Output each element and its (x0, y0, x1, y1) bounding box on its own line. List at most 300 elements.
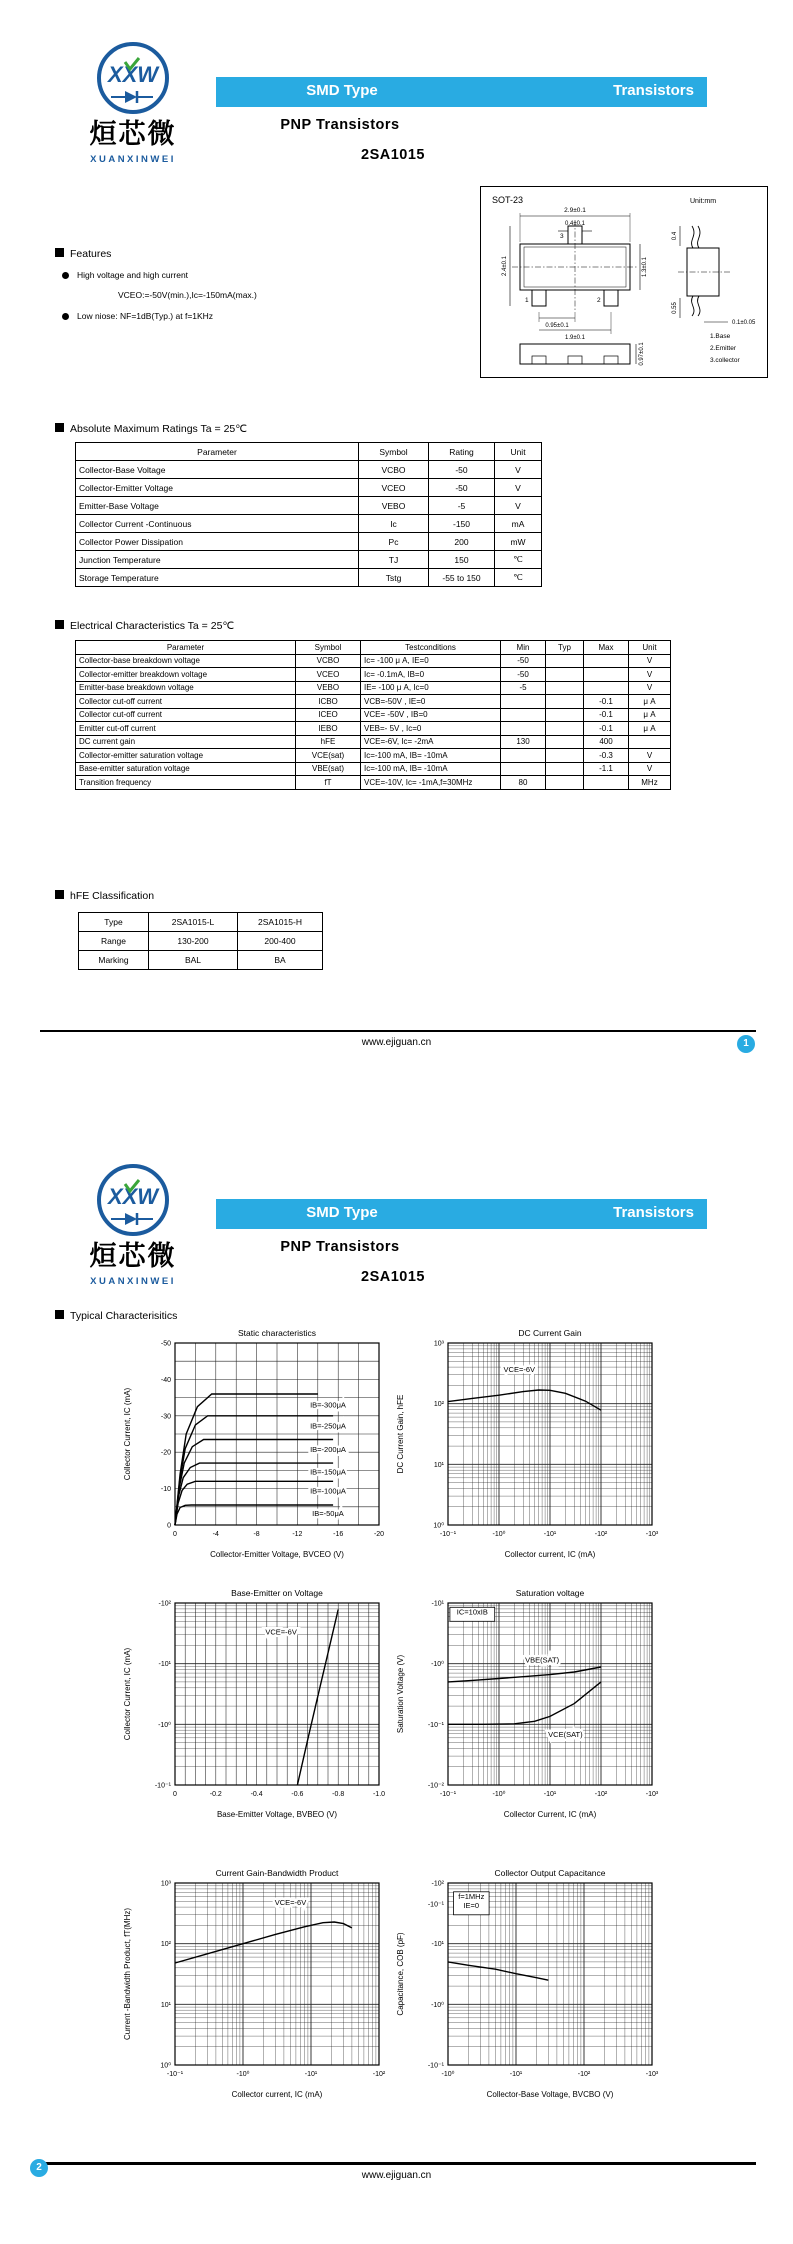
table-row (76, 479, 542, 497)
table-cell: Ic (359, 515, 429, 533)
chart-dc-current-gain (390, 1325, 690, 1565)
series-label: IB=-150μA (310, 1467, 346, 1477)
x-tick-label: 0 (173, 1791, 177, 1798)
table-cell: fT (296, 776, 361, 790)
chart-ylabel: Collector Current, IC (mA) (123, 1647, 132, 1741)
x-tick-label: -10¹ (509, 2071, 523, 2078)
y-tick-label: -10⁰ (158, 1721, 171, 1729)
table-row (76, 722, 671, 736)
chart-collector-output-capacitance (390, 1865, 690, 2105)
table-cell: V (629, 681, 671, 695)
elec-heading: Electrical Characteristics Ta = 25℃ (55, 620, 234, 632)
table-row (76, 695, 671, 709)
chart-curve (448, 1682, 601, 1724)
company-logo (75, 1162, 195, 1294)
logo-chinese-name: 烜芯微 (89, 1241, 177, 1271)
y-tick-label: -10⁻¹ (427, 2062, 444, 2070)
chart-svg (390, 1585, 690, 1825)
package-side-view (678, 226, 730, 322)
table-cell (546, 722, 584, 736)
y-tick-label: -10⁻² (427, 1782, 444, 1790)
footer-url: www.ejiguan.cn (361, 2170, 432, 2181)
table-row (76, 762, 671, 776)
series-label: IB=-250μA (310, 1421, 346, 1431)
table-cell: Pc (359, 533, 429, 551)
table-cell: μ A (629, 708, 671, 722)
doc-subtitle: PNP Transistors (280, 1239, 400, 1255)
x-tick-label: -10⁻¹ (439, 1791, 457, 1798)
table-cell (546, 681, 584, 695)
chart-annotation: VCE=-6V (274, 1898, 307, 1908)
series-label: VCE(SAT) (548, 1730, 583, 1739)
table-cell: VCE= -50V , IB=0 (361, 708, 501, 722)
table-cell (546, 708, 584, 722)
chart-annotation: IC=10xIB (456, 1607, 488, 1617)
chart-current-gain-bandwidth (117, 1865, 417, 2105)
table-cell: VEBO (296, 681, 361, 695)
table-cell: VCB=-50V , IE=0 (361, 695, 501, 709)
typical-heading: Typical Characterisitics (55, 1310, 177, 1322)
table-cell: ICEO (296, 708, 361, 722)
dim-label: 0.4±0.1 (565, 221, 585, 227)
logo-monogram: XXW (107, 62, 159, 87)
series-label: IB=-100μA (310, 1486, 346, 1496)
package-name: SOT-23 (492, 195, 524, 205)
series-label: IB=-200μA (310, 1444, 346, 1454)
table-cell (584, 776, 629, 790)
table-cell: Collector Power Dissipation (76, 533, 359, 551)
table-cell: Storage Temperature (76, 569, 359, 587)
table-cell: Type (79, 913, 149, 932)
table-cell: V (629, 654, 671, 668)
dim-label: 0.1±0.05 (732, 320, 756, 326)
y-tick-label: -10⁻¹ (427, 1901, 444, 1909)
y-tick-label: -10¹ (431, 1941, 444, 1949)
table-cell: -0.3 (584, 749, 629, 763)
dim-label: 0.4 (672, 231, 678, 241)
table-header-row (76, 641, 671, 655)
footer-rule (40, 1030, 756, 1032)
x-tick-label: -10¹ (543, 1531, 557, 1538)
table-cell (501, 762, 546, 776)
table-cell: V (629, 749, 671, 763)
table-cell: Collector-Base Voltage (76, 461, 359, 479)
y-tick-label: -10¹ (431, 1600, 444, 1608)
x-tick-label: -10² (372, 2071, 386, 2078)
chart-xlabel: Collector-Emitter Voltage, BVCEO (V) (210, 1550, 344, 1559)
table-row (76, 708, 671, 722)
x-tick-label: -10⁰ (441, 2071, 455, 2078)
y-tick-label: 10¹ (160, 2001, 171, 2009)
features-heading: Features (55, 248, 111, 260)
table-cell: Range (79, 932, 149, 951)
table-cell: Collector Current -Continuous (76, 515, 359, 533)
feature-item: Low niose: NF=1dB(Typ.) at f=1KHz (62, 311, 213, 321)
column-header: Parameter (76, 443, 359, 461)
table-cell: Junction Temperature (76, 551, 359, 569)
table-cell: Emitter-base breakdown voltage (76, 681, 296, 695)
dim-label: 0.55 (672, 302, 678, 314)
dim-label: 2.4±0.1 (502, 256, 508, 276)
x-tick-label: -10⁻¹ (166, 2071, 184, 2078)
table-row (76, 776, 671, 790)
chart-annotation: VCE=-6V (503, 1365, 536, 1375)
table-cell: 2SA1015-H (238, 913, 323, 932)
chart-ylabel: Saturation Voltage (V) (396, 1654, 405, 1734)
table-cell: Collector-emitter saturation voltage (76, 749, 296, 763)
logo-romanized-name: XUANXINWEI (90, 154, 176, 165)
table-cell: -0.1 (584, 695, 629, 709)
table-cell (546, 762, 584, 776)
part-number: 2SA1015 (361, 1269, 425, 1285)
dim-label: 1.9±0.1 (565, 335, 585, 341)
table-cell (546, 749, 584, 763)
abs-max-table (75, 442, 542, 587)
table-cell: IEBO (296, 722, 361, 736)
table-cell: -150 (429, 515, 495, 533)
x-tick-label: -0.6 (291, 1791, 304, 1798)
y-tick-label: 10¹ (433, 1461, 444, 1469)
y-tick-label: 10² (160, 1941, 171, 1949)
x-tick-label: -10² (577, 2071, 591, 2078)
table-cell: Collector cut-off current (76, 708, 296, 722)
table-cell: Collector cut-off current (76, 695, 296, 709)
y-tick-label: 10² (433, 1401, 444, 1409)
column-header: Typ (546, 641, 584, 655)
table-cell (629, 735, 671, 749)
table-row (79, 951, 323, 970)
logo-chinese-name: 烜芯微 (89, 119, 177, 149)
table-cell: VCBO (359, 461, 429, 479)
table-cell: VBE(sat) (296, 762, 361, 776)
table-row (76, 461, 542, 479)
x-tick-label: 0 (173, 1531, 177, 1538)
series-label: VBE(SAT) (525, 1655, 560, 1665)
table-cell: -50 (429, 479, 495, 497)
part-number: 2SA1015 (361, 147, 425, 163)
chart-title: Collector Output Capacitance (494, 1868, 606, 1878)
table-cell: 200 (429, 533, 495, 551)
y-tick-label: -10⁰ (431, 1661, 444, 1669)
chart-svg (117, 1325, 417, 1565)
column-header: Symbol (296, 641, 361, 655)
dim-label: 0.97±0.1 (639, 342, 645, 366)
y-tick-label: -10² (431, 1880, 444, 1888)
chart-xlabel: Collector Current, IC (mA) (503, 1810, 597, 1819)
bullet-icon (62, 272, 69, 279)
table-cell: 150 (429, 551, 495, 569)
column-header: Min (501, 641, 546, 655)
table-cell: VCEO (296, 668, 361, 682)
x-tick-label: -0.4 (250, 1791, 263, 1798)
package-bottom-view (520, 344, 636, 364)
pin-number: 2 (597, 297, 601, 304)
table-cell: V (495, 461, 542, 479)
table-cell: BA (238, 951, 323, 970)
table-cell: mW (495, 533, 542, 551)
y-tick-label: 10⁰ (433, 1522, 444, 1530)
column-header: Testconditions (361, 641, 501, 655)
feature-item: High voltage and high current (62, 270, 188, 280)
y-tick-label: 10³ (433, 1340, 444, 1348)
table-cell: MHz (629, 776, 671, 790)
table-cell: V (629, 762, 671, 776)
feature-item-sub: VCEO:=-50V(min.),Ic=-150mA(max.) (118, 290, 257, 300)
table-cell: Ic=-100 mA, IB= -10mA (361, 762, 501, 776)
company-logo (75, 40, 195, 172)
table-cell: 200-400 (238, 932, 323, 951)
table-cell (584, 681, 629, 695)
banner-transistors: Transistors (613, 1204, 694, 1221)
x-tick-label: -10³ (645, 2071, 659, 2078)
table-cell: mA (495, 515, 542, 533)
x-tick-label: -10⁻¹ (439, 1531, 457, 1538)
banner-smd-type: SMD Type (306, 82, 378, 99)
table-row (76, 654, 671, 668)
footer-rule (40, 2162, 756, 2165)
x-tick-label: -8 (253, 1531, 260, 1538)
table-cell: V (629, 668, 671, 682)
table-row (76, 668, 671, 682)
table-cell (584, 668, 629, 682)
table-cell (501, 722, 546, 736)
chart-annotation: IE=0 (463, 1900, 480, 1910)
y-tick-label: -10 (160, 1486, 171, 1494)
chart-xlabel: Collector current, IC (mA) (504, 1550, 596, 1559)
banner-transistors: Transistors (613, 82, 694, 99)
table-cell: Emitter-Base Voltage (76, 497, 359, 515)
chart-svg (390, 1325, 690, 1565)
table-row (76, 735, 671, 749)
table-cell: μ A (629, 722, 671, 736)
table-cell: -0.1 (584, 708, 629, 722)
y-tick-label: -20 (160, 1449, 171, 1457)
chart-saturation-voltage (390, 1585, 690, 1825)
header-banner (216, 77, 707, 107)
page-number-badge: 1 (737, 1035, 755, 1053)
x-tick-label: -10³ (645, 1791, 659, 1798)
abs-max-heading: Absolute Maximum Ratings Ta = 25℃ (55, 423, 247, 435)
x-tick-label: -10¹ (543, 1791, 557, 1798)
column-header: Symbol (359, 443, 429, 461)
doc-subtitle: PNP Transistors (280, 117, 400, 133)
table-cell: 130 (501, 735, 546, 749)
table-cell: Tstg (359, 569, 429, 587)
series-label: IB=-300μA (310, 1400, 346, 1410)
x-tick-label: -10⁰ (236, 2071, 250, 2078)
pin-number: 1 (525, 297, 529, 304)
table-cell: VEBO (359, 497, 429, 515)
x-tick-label: -12 (292, 1531, 303, 1538)
chart-curve (448, 1667, 601, 1682)
dim-label: 1.3±0.1 (642, 257, 648, 277)
table-row (76, 681, 671, 695)
column-header: Parameter (76, 641, 296, 655)
chart-static-characteristics (117, 1325, 417, 1565)
y-tick-label: 10⁰ (160, 2062, 171, 2070)
table-cell: Collector-base breakdown voltage (76, 654, 296, 668)
table-cell: Collector-emitter breakdown voltage (76, 668, 296, 682)
table-cell: 130-200 (149, 932, 238, 951)
column-header: Max (584, 641, 629, 655)
chart-title: Current Gain-Bandwidth Product (215, 1868, 339, 1878)
section-marker-icon (55, 423, 64, 432)
header-banner (216, 1199, 707, 1229)
y-tick-label: -10⁻¹ (154, 1782, 171, 1790)
table-row (76, 533, 542, 551)
x-tick-label: -0.2 (209, 1791, 222, 1798)
hfe-heading: hFE Classification (55, 890, 154, 902)
y-tick-label: 0 (167, 1522, 171, 1530)
table-cell: Transition frequency (76, 776, 296, 790)
chart-ylabel: DC Current Gain, hFE (396, 1394, 405, 1474)
chart-curve (175, 1505, 333, 1525)
table-row (76, 551, 542, 569)
diode-icon (111, 1213, 153, 1225)
table-cell: BAL (149, 951, 238, 970)
series-label: IB=-50μA (312, 1508, 344, 1518)
table-cell: V (495, 479, 542, 497)
section-marker-icon (55, 890, 64, 899)
banner-smd-type: SMD Type (306, 1204, 378, 1221)
table-cell (546, 776, 584, 790)
chart-title: Saturation voltage (515, 1588, 585, 1598)
package-top-view (510, 213, 640, 334)
table-cell: Base-emitter saturation voltage (76, 762, 296, 776)
section-marker-icon (55, 1310, 64, 1319)
logo-monogram: XXW (107, 1184, 159, 1209)
table-cell: VCE=-10V, Ic= -1mA,f=30MHz (361, 776, 501, 790)
table-cell: TJ (359, 551, 429, 569)
x-tick-label: -10³ (645, 1531, 659, 1538)
table-cell: 2SA1015-L (149, 913, 238, 932)
chart-xlabel: Collector-Base Voltage, BVCBO (V) (486, 2090, 614, 2099)
chart-svg (117, 1865, 417, 2105)
chart-base-emitter-on-voltage (117, 1585, 417, 1825)
table-cell: ICBO (296, 695, 361, 709)
pin-number: 3 (560, 233, 564, 240)
dim-label: 2.9±0.1 (564, 207, 586, 214)
table-cell: Emitter cut-off current (76, 722, 296, 736)
x-tick-label: -10² (594, 1531, 608, 1538)
logo-romanized-name: XUANXINWEI (90, 1276, 176, 1287)
table-row (79, 913, 323, 932)
y-tick-label: -10⁰ (431, 2001, 444, 2009)
chart-title: DC Current Gain (518, 1328, 582, 1338)
table-cell (546, 735, 584, 749)
table-cell (501, 708, 546, 722)
table-cell (546, 668, 584, 682)
table-cell: -5 (429, 497, 495, 515)
footer-url: www.ejiguan.cn (361, 1037, 432, 1048)
y-tick-label: -40 (160, 1376, 171, 1384)
x-tick-label: -10² (594, 1791, 608, 1798)
table-row (76, 515, 542, 533)
chart-xlabel: Base-Emitter Voltage, BVBEO (V) (216, 1810, 338, 1819)
table-cell: Ic= -100 μ A, IE=0 (361, 654, 501, 668)
table-cell: DC current gain (76, 735, 296, 749)
x-tick-label: -10⁰ (492, 1531, 506, 1538)
x-tick-label: -16 (333, 1531, 344, 1538)
table-cell: VCBO (296, 654, 361, 668)
pin-legend-collector: 3.collector (710, 357, 740, 364)
chart-svg (117, 1585, 417, 1825)
table-cell: VCEO (359, 479, 429, 497)
column-header: Unit (495, 443, 542, 461)
table-row (76, 569, 542, 587)
x-tick-label: -1.0 (372, 1791, 386, 1798)
table-row (76, 749, 671, 763)
table-cell: 80 (501, 776, 546, 790)
x-tick-label: -0.8 (332, 1791, 345, 1798)
package-unit: Unit:mm (690, 198, 717, 205)
table-cell: hFE (296, 735, 361, 749)
chart-ylabel: Current -Bandwidth Product, fT(MHz) (123, 1907, 132, 2041)
pin-legend-emitter: 2.Emitter (710, 345, 737, 352)
table-row (76, 497, 542, 515)
y-tick-label: -10² (158, 1600, 171, 1608)
package-drawing (480, 186, 768, 378)
x-tick-label: -10⁰ (492, 1791, 506, 1798)
column-header: Unit (629, 641, 671, 655)
table-cell: Collector-Emitter Voltage (76, 479, 359, 497)
table-cell: VEB=- 5V , Ic=0 (361, 722, 501, 736)
table-cell: -50 (501, 654, 546, 668)
table-cell: 400 (584, 735, 629, 749)
dim-label: 0.95±0.1 (545, 323, 569, 329)
table-cell: -55 to 150 (429, 569, 495, 587)
table-cell (501, 695, 546, 709)
chart-curve (448, 1390, 601, 1410)
table-cell: VCE=-6V, Ic= -2mA (361, 735, 501, 749)
table-cell: -5 (501, 681, 546, 695)
elec-table (75, 640, 671, 790)
table-cell (546, 695, 584, 709)
bullet-icon (62, 313, 69, 320)
y-tick-label: -50 (160, 1340, 171, 1348)
section-marker-icon (55, 620, 64, 629)
chart-svg (390, 1865, 690, 2105)
chart-title: Static characteristics (238, 1328, 316, 1338)
table-cell: μ A (629, 695, 671, 709)
table-header-row (76, 443, 542, 461)
table-cell: ℃ (495, 569, 542, 587)
table-cell: -50 (501, 668, 546, 682)
table-cell: -1.1 (584, 762, 629, 776)
table-cell: VCE(sat) (296, 749, 361, 763)
pin-legend-base: 1.Base (710, 333, 731, 340)
table-cell: Marking (79, 951, 149, 970)
table-cell (501, 749, 546, 763)
chart-ylabel: Capacitance, COB (pF) (396, 1932, 405, 2016)
table-cell: -50 (429, 461, 495, 479)
chart-annotation: VCE=-6V (265, 1627, 297, 1637)
x-tick-label: -20 (373, 1531, 385, 1538)
table-cell: -0.1 (584, 722, 629, 736)
hfe-table (78, 912, 323, 970)
table-row (79, 932, 323, 951)
chart-xlabel: Collector current, IC (mA) (231, 2090, 323, 2099)
table-cell: ℃ (495, 551, 542, 569)
y-tick-label: -10⁻¹ (427, 1721, 444, 1729)
x-tick-label: -4 (212, 1531, 219, 1538)
y-tick-label: -10¹ (158, 1661, 171, 1669)
table-cell (584, 654, 629, 668)
page-number-badge: 2 (30, 2159, 48, 2177)
table-cell (546, 654, 584, 668)
table-cell: Ic=-100 mA, IB= -10mA (361, 749, 501, 763)
diode-icon (111, 91, 153, 103)
